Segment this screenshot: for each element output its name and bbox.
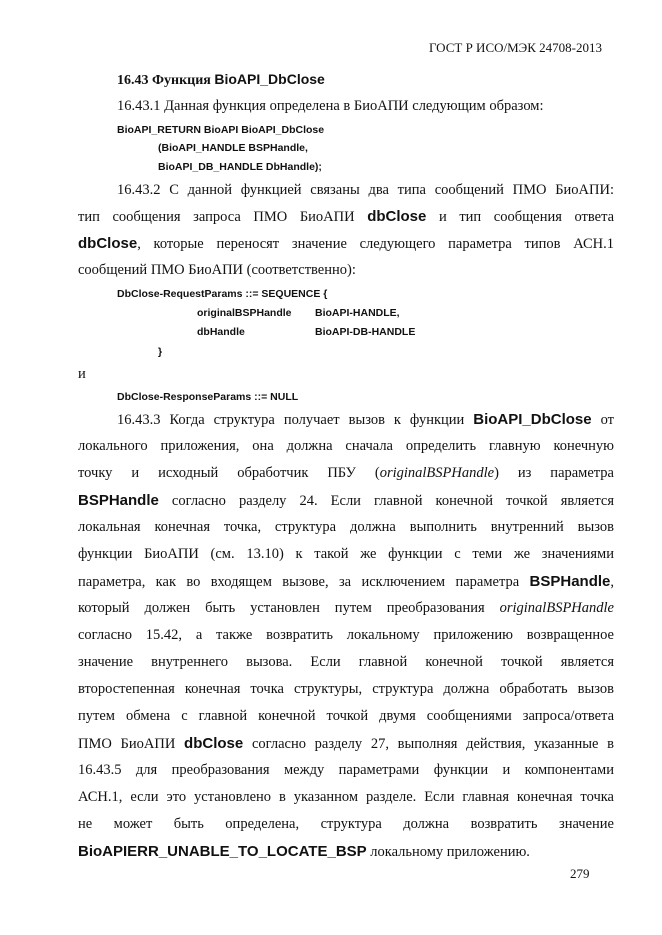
paragraph-16-43-3-line-4: BSPHandle согласно разделу 24. Если главной конечной точкой является <box>78 492 615 509</box>
paragraph-16-43-3-line-10: значение внутреннего вызова. Если главной конечной точкой является <box>78 654 614 670</box>
paragraph-16-43-3-line-15: АСН.1, если это установлено в указанном разделе. Если главная конечная точка <box>78 789 614 805</box>
signature-line-2: (BioAPI_HANDLE BSPHandle, <box>158 142 308 154</box>
request-params-close: } <box>158 346 163 358</box>
paragraph-16-43-3-line-2: локального приложения, она должна сначала определить главную конечную <box>78 438 614 454</box>
paragraph-16-43-3-line-5: локальная конечная точка, структура должна выполнить внутренний вызов <box>78 519 614 535</box>
paragraph-16-43-3-line-3: точку и исходный обработчик ПБУ (originalBSPHandle) из параметра <box>78 465 614 481</box>
section-title-prefix: Функция <box>152 73 211 88</box>
message-type-dbclose: dbClose <box>184 735 244 752</box>
paragraph-16-43-3-line-12: путем обмена с главной конечной точкой двумя сообщениями запроса/ответа <box>78 708 614 724</box>
paragraph-16-43-3-line-17: BioAPIERR_UNABLE_TO_LOCATE_BSP локальному приложению. <box>78 843 530 860</box>
paragraph-16-43-3-line-8: который должен быть установлен путем преобразования originalBSPHandle <box>78 600 614 616</box>
function-name: BioAPI_DbClose <box>473 411 592 428</box>
paragraph-16-43-3-line-13: ПМО БиоАПИ dbClose согласно разделу 27, выполняя действия, указанные в <box>78 735 615 752</box>
request-param-name: dbHandle <box>197 326 245 338</box>
request-param-type: BioAPI-HANDLE, <box>315 307 400 319</box>
request-params-header: DbClose-RequestParams ::= SEQUENCE { <box>117 288 328 300</box>
response-params: DbClose-ResponseParams ::= NULL <box>117 391 299 403</box>
section-number: 16.43 <box>117 73 149 88</box>
paragraph-16-43-2-line-1: 16.43.2 С данной функцией связаны два типа сообщений ПМО БиоАПИ: <box>117 182 614 198</box>
conjunction: и <box>78 366 86 382</box>
param-bsphandle: BSPHandle <box>529 573 611 590</box>
request-param-type: BioAPI-DB-HANDLE <box>315 326 416 338</box>
paragraph-16-43-3-line-16: не может быть определена, структура должна возвратить значение <box>78 816 614 832</box>
paragraph-16-43-1: 16.43.1 Данная функция определена в БиоАПИ следующим образом: <box>117 98 544 114</box>
signature-line-1: BioAPI_RETURN BioAPI BioAPI_DbClose <box>117 124 325 136</box>
paragraph-16-43-2-line-4: сообщений ПМО БиоАПИ (соответственно): <box>78 262 356 278</box>
section-heading <box>117 71 325 89</box>
error-code: BioAPIERR_UNABLE_TO_LOCATE_BSP <box>78 843 367 860</box>
message-type-dbclose: dbClose <box>78 235 138 252</box>
paragraph-16-43-3-line-1: 16.43.3 Когда структура получает вызов к функции BioAPI_DbClose от <box>117 411 614 428</box>
paragraph-16-43-3-line-9: согласно 15.42, а также возвратить локальному приложению возвращенное <box>78 627 614 643</box>
page-number: 279 <box>570 866 590 881</box>
message-type-dbclose: dbClose <box>367 208 427 225</box>
section-function-name: BioAPI_DbClose <box>214 71 325 87</box>
signature-line-3: BioAPI_DB_HANDLE DbHandle); <box>158 161 322 173</box>
request-param-name: originalBSPHandle <box>197 307 292 319</box>
paragraph-16-43-2-line-2: тип сообщения запроса ПМО БиоАПИ dbClose и тип сообщения ответа <box>78 208 615 225</box>
paragraph-16-43-2-line-3: dbClose, которые переносят значение следующего параметра типов АСН.1 <box>78 235 614 252</box>
paragraph-16-43-3-line-14: 16.43.5 для преобразования между параметрами функции и компонентами <box>78 762 614 778</box>
paragraph-16-43-3-line-7: параметра, как во входящем вызове, за исключением параметра BSPHandle, <box>78 573 614 590</box>
param-bsphandle: BSPHandle <box>78 492 159 509</box>
paragraph-16-43-3-line-6: функции БиоАПИ (см. 13.10) к такой же функции с теми же значениями <box>78 546 614 562</box>
standard-header: ГОСТ Р ИСО/МЭК 24708-2013 <box>428 40 602 55</box>
paragraph-16-43-3-line-11: второстепенная конечная точка структуры, структура должна обработать вызов <box>78 681 614 697</box>
